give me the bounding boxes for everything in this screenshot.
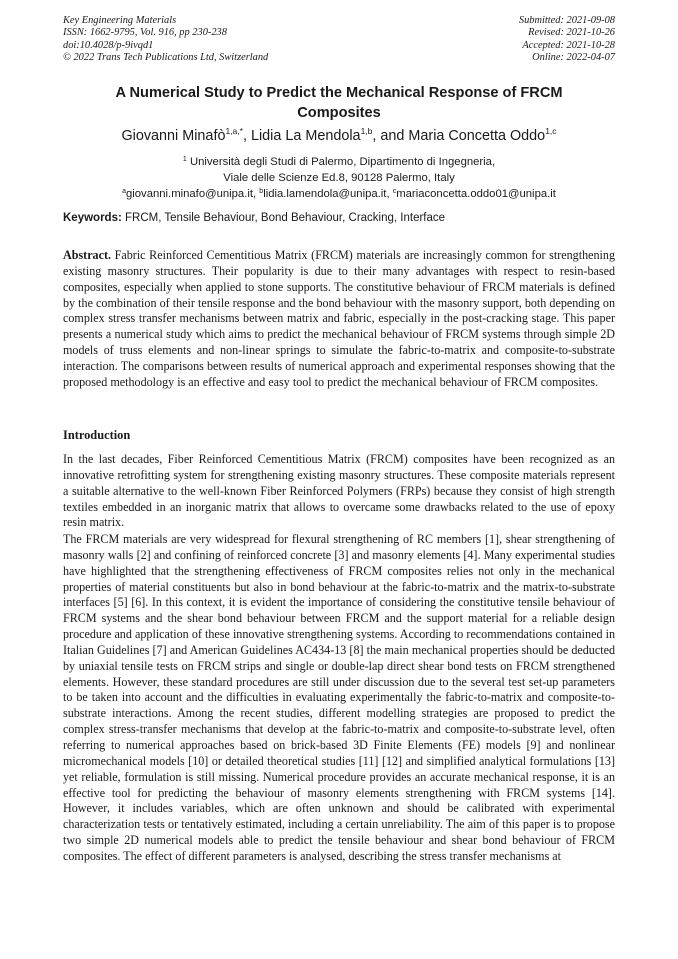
body-paragraph: In the last decades, Fiber Reinforced Cementitious Matrix (FRCM) composites have been recognized as an innovative retrofitting system for strengthening existing masonry structures. These composite materials represent a suitable alternative to the well-known Fiber Reinforced Polymers (FRPs) because they consist of high strength textiles embedded in an inorganic matrix that allows to overcame some drawbacks related to the use of epoxy resin matrix. [63,452,615,530]
revised-date: Revised: 2021-10-26 [528,27,615,39]
author-email[interactable]: lidia.lamendola@unipa.it, [263,188,393,200]
abstract-text: Fabric Reinforced Cementitious Matrix (FRCM) materials are increasingly common for strengthening existing masonry structures. Their popularity is due to their many advantages with respect to resin-based composites, especially when applied to stone supports. The constitutive behaviour of FRCM materials is defined by the combination of their tensile response and the bond behaviour with the masonry support, both depending on complex stress transfer mechanisms between matrix and fabric, especially in the post-cracking stage. This paper presents a numerical study which aims to predict the mechanical behaviour of FRCM systems through simple 2D models of truss elements and non-linear springs to simulate the fabric-to-matrix and composite-to-substrate interaction. The comparisons between results of numerical approach and experimental responses showing that the proposed methodology is an effective and easy tool to predict the mechanical behaviour of FRCM composites. [63,248,615,389]
body-paragraph: The FRCM materials are very widespread for flexural strengthening of RC members [1], shear strengthening of masonry walls [2] and confining of reinforced concrete [3] and masonry elements [4]. Many experimental studies have highlighted that the strengthening effectiveness of FRCM composites relies not only in the mechanical properties of material constituents but also in bond behaviour at the fabric-to-matrix and the matrix-to-substrate interfaces [5] [6]. In this context, it is evident the importance of considering the constitutive tensile behaviour of FRCM systems and the shear bond behaviour between FRCM and the support material for a reliable design procedure and application of these innovative strengthening systems. According to recommendations contained in Italian Guidelines [7] and American Guidelines AC434-13 [8] the main mechanical properties should be deducted by uniaxial tensile tests on FRCM strips and single or double-lap direct shear bond tests on FRCM strengthened elements. However, these standard procedures are still under discussion due to the several test set-up parameters to be taken into account and the difficulties in evaluating experimentally the fabric-to-matrix and composite-to-substrate interactions. Among the recent studies, different modelling strategies are proposed to predict the complex stress-transfer mechanisms that develop at the fabric-to-matrix and composite-to-substrate level, often referring to numerical approaches based on brick-based 3D Finite Elements (FE) models [9] and nonlinear micromechanical models [10] or detailed theoretical studies [11] [12] and simplified analytical formulations [13] yet reliable, formulation is still missing. Numerical procedure provides an accurate mechanical response, it is an effective tool for predicting the behaviour of masonry elements strengthening with FRCM systems [14]. However, it includes variables, which are often unknown and should be calibrated with experimental characterization tests or tentatively estimated, including a certain unreliability. The aim of this paper is to propose two simple 2D numerical models able to predict the tensile behaviour and shear bond behaviour of FRCM composites. The effect of different parameters is analysed, describing the stress transfer mechanisms at [63,532,615,863]
email-mark: b [259,188,264,195]
author-affiliation-mark: 1,b [360,126,373,136]
author-name: Lidia La Mendola [250,128,361,144]
keywords-label: Keywords: [63,212,122,224]
accepted-date: Accepted: 2021-10-28 [522,39,615,51]
affiliation-mark: 1 [182,156,187,163]
affiliation-line [63,154,615,170]
affiliation [63,154,615,202]
author-separator: , [242,128,251,144]
doi: doi:10.4028/p-9ivqd1 [63,39,154,51]
email-mark: a [122,188,126,195]
email-mark: c [392,188,397,195]
author-name: Maria Concetta Oddo [408,128,546,144]
copyright: © 2022 Trans Tech Publications Ltd, Switzerland [63,52,269,64]
author-separator: , and [372,128,409,144]
author-emails [63,186,615,202]
author-email[interactable]: giovanni.minafo@unipa.it, [125,188,260,200]
journal-name: Key Engineering Materials [63,15,177,26]
section-heading-introduction: Introduction [63,428,131,442]
author-email[interactable]: mariaconcetta.oddo01@unipa.it [396,188,556,200]
keywords-text: FRCM, Tensile Behaviour, Bond Behaviour, Cracking, Interface [125,212,446,224]
author-affiliation-mark: 1,c [545,126,557,136]
submitted-date: Submitted: 2021-09-08 [518,15,615,26]
journal-info [63,15,268,65]
author-list [63,128,615,144]
issn-info: ISSN: 1662-9795, Vol. 916, pp 230-238 [63,27,227,39]
title-line: Composites [297,105,381,121]
publication-dates [519,15,615,65]
online-date: Online: 2022-04-07 [532,52,615,64]
author-affiliation-mark: 1,a,* [225,126,243,136]
author-name: Giovanni Minafò [121,128,226,144]
affiliation-address: Viale delle Scienze Ed.8, 90128 Palermo, Italy [223,172,455,184]
abstract [63,248,615,391]
title-line: A Numerical Study to Predict the Mechanical Response of FRCM [115,85,563,101]
keywords [63,212,445,224]
abstract-label: Abstract. [63,248,112,262]
affiliation-text: Università degli Studi di Palermo, Dipartimento di Ingegneria, [189,156,496,168]
paper-title [63,83,615,123]
